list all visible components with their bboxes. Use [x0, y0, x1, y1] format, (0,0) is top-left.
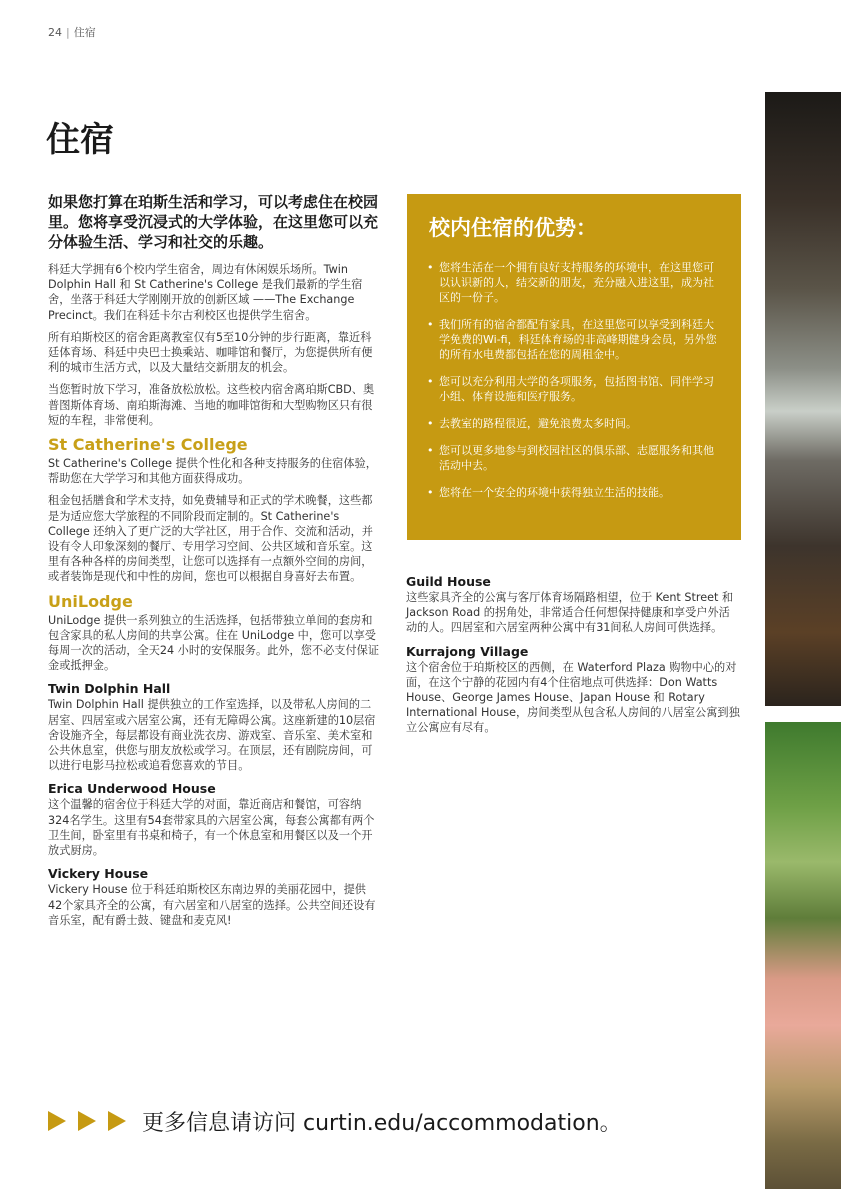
arrow-right-icon	[78, 1111, 96, 1131]
st-catherines-paragraph-1: St Catherine's College 提供个性化和各种支持服务的住宿体验，帮助您在大学学习和其他方面获得成功。	[48, 457, 377, 486]
list-item	[427, 317, 719, 362]
vickery-heading: Vickery House	[48, 866, 149, 882]
st-catherines-heading: St Catherine's College	[48, 435, 248, 455]
bullet-icon: •	[427, 318, 434, 331]
arrow-right-icon	[48, 1111, 66, 1131]
benefit-text: 您可以更多地参与到校园社区的俱乐部、志愿服务和其他活动中去。	[439, 444, 714, 472]
student-photo	[765, 722, 841, 1189]
erica-underwood-paragraph: 这个温馨的宿舍位于科廷大学的对面，靠近商店和餐馆，可容纳324名学生。这里有54套带家具的六居室公寓，每套公寓都有两个卫生间，卧室里有书桌和椅子，有一个休息室和用餐区以及一个开放式厨房。	[48, 798, 375, 858]
list-item	[427, 443, 719, 473]
right-column	[406, 566, 740, 743]
kurrajong-heading: Kurrajong Village	[406, 643, 529, 659]
page-number: 24	[48, 26, 62, 39]
bullet-icon: •	[427, 375, 434, 388]
bullet-icon: •	[427, 444, 434, 457]
list-item	[427, 485, 719, 500]
benefit-text: 我们所有的宿舍都配有家具，在这里您可以享受到科廷大学免费的Wi-fi，科廷体育场的非高峰期健身会员，另外您的所有水电费都包括在您的周租金中。	[439, 318, 717, 361]
unilodge-paragraph: UniLodge 提供一系列独立的生活选择，包括带独立单间的套房和包含家具的私人房间的共享公寓。住在 UniLodge 中，您可以享受每周一次的活动，全天24 小时的安保服务。此外，您不必支付保证金或抵押金。	[48, 613, 380, 673]
intro-paragraph-2: 所有珀斯校区的宿舍距离教室仅有5至10分钟的步行距离，靠近科廷体育场、科廷中央巴士换乘站、咖啡馆和餐厅，为您提供所有便利的城市生活方式，以及大量结交新朋友的机会。	[48, 330, 373, 375]
benefit-text: 您将生活在一个拥有良好支持服务的环境中，在这里您可以认识新的人，结交新的朋友，充分融入进这里，成为社区的一份子。	[439, 261, 714, 304]
intro-lead: 如果您打算在珀斯生活和学习，可以考虑住在校园里。您将享受沉浸式的大学体验，在这里您可以充分体验生活、学习和社交的乐趣。	[48, 193, 379, 251]
benefit-text: 您将在一个安全的环境中获得独立生活的技能。	[439, 486, 670, 499]
unilodge-heading: UniLodge	[48, 591, 133, 611]
arrow-right-icon	[108, 1111, 126, 1131]
footer-callout	[48, 1104, 622, 1138]
erica-underwood-heading: Erica Underwood House	[48, 781, 216, 797]
benefits-box	[407, 194, 741, 540]
guild-house-paragraph: 这些家具齐全的公寓与客厅体育场隔路相望，位于 Kent Street 和 Jackson Road 的拐角处，非常适合任何想保持健康和享受户外活动的人。四居室和六居室两种公寓中有31间私人房间可供选择。	[406, 591, 734, 635]
page-header	[48, 24, 96, 40]
list-item	[427, 416, 719, 431]
bullet-icon: •	[427, 261, 434, 274]
kurrajong-paragraph: 这个宿舍位于珀斯校区的西侧，在 Waterford Plaza 购物中心的对面，在这个宁静的花园内有4个住宿地点可供选择：Don Watts House、George James House、Japan House 和 Rotary International House，房间类型从包含私人房间的八居室公寓到独立公寓应有尽有。	[406, 660, 740, 735]
intro-paragraph-1: 科廷大学拥有6个校内学生宿舍，周边有休闲娱乐场所。Twin Dolphin Hall 和 St Catherine's College 是我们最新的学生宿舍，坐落于科廷大学刚刚开放的创新区域 ——The Exchange Precinct。我们在科廷卡尔古利校区也提供学生宿舍。	[48, 263, 363, 322]
left-column	[48, 262, 380, 935]
bullet-icon: •	[427, 486, 434, 499]
header-divider: |	[66, 26, 70, 39]
twin-dolphin-paragraph: Twin Dolphin Hall 提供独立的工作室选择，以及带私人房间的二居室、四居室或六居室公寓，还有无障碍公寓。这座新建的10层宿舍设施齐全，每层都设有商业洗衣房、游戏室、音乐室、美术室和公共休息室，供您与朋友放松或学习。在顶层，还有剧院房间，可以进行电影马拉松或追看您喜欢的节目。	[48, 698, 376, 773]
list-item	[427, 260, 719, 305]
bullet-icon: •	[427, 417, 434, 430]
benefit-text: 您可以充分利用大学的各项服务，包括图书馆、同伴学习小组、体育设施和医疗服务。	[439, 375, 714, 403]
benefit-text: 去教室的路程很近，避免浪费太多时间。	[439, 417, 637, 430]
list-item	[427, 374, 719, 404]
benefits-list	[427, 260, 719, 500]
twin-dolphin-heading: Twin Dolphin Hall	[48, 681, 171, 697]
guild-house-heading: Guild House	[406, 574, 491, 589]
page-title: 住宿	[46, 120, 114, 160]
vickery-paragraph: Vickery House 位于科廷珀斯校区东南边界的美丽花园中，提供42个家具齐全的公寓，有六居室和八居室的选择。公共空间还设有音乐室，配有爵士鼓、键盘和麦克风!	[48, 883, 376, 927]
header-section: 住宿	[73, 26, 96, 39]
intro-paragraph-3: 当您暂时放下学习，准备放松放松。这些校内宿舍离珀斯CBD、奥普图斯体育场、南珀斯海滩、当地的咖啡馆街和大型购物区只有很短的车程，非常便利。	[48, 383, 375, 427]
benefits-title: 校内住宿的优势：	[429, 216, 597, 240]
footer-link-text[interactable]: 更多信息请访问 curtin.edu/accommodation。	[142, 1110, 622, 1136]
dining-hall-photo	[765, 92, 841, 706]
st-catherines-paragraph-2: 租金包括膳食和学术支持，如免费辅导和正式的学术晚餐，这些都是为适应您大学旅程的不同阶段而定制的。St Catherine's College 还纳入了更广泛的大学社区，用于合作、交流和活动，并设有令人印象深刻的餐厅、专用学习空间、公共区域和音乐室。这里有各种各样的房间类型，让您可以选择有一点额外空间的房间，或者装饰是现代和中性的房间，您也可以根据自身喜好去布置。	[48, 494, 373, 584]
